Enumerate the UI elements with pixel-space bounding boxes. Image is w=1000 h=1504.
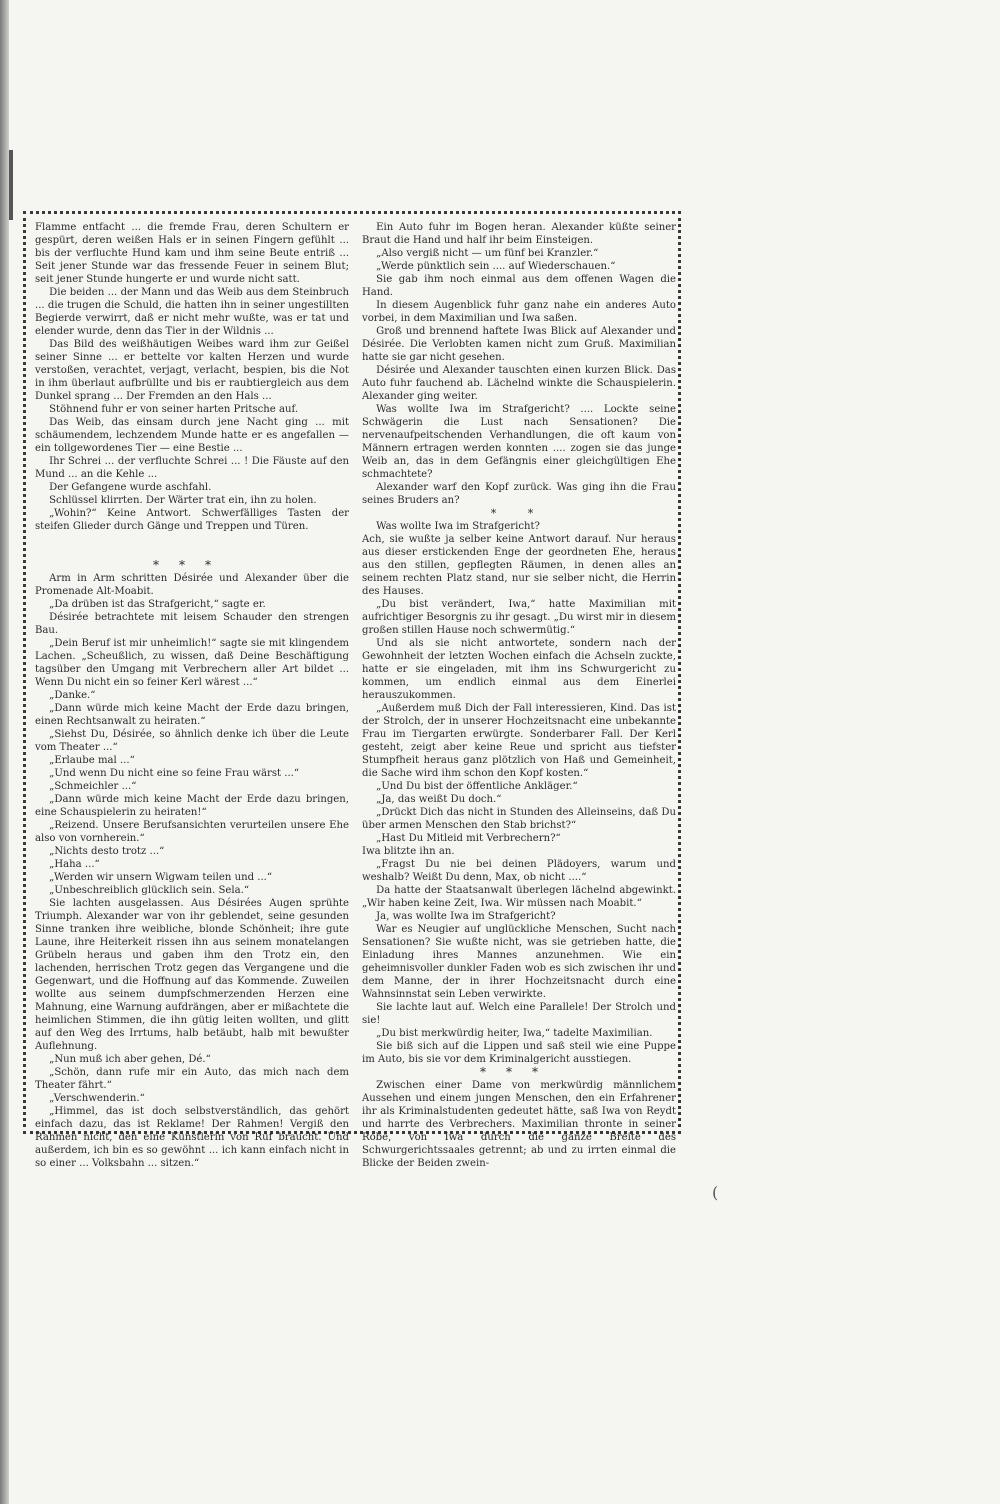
paragraph: „Drückt Dich das nicht in Stunden des Alleinseins, daß Du über armen Menschen den Stab brichst?“ xyxy=(362,807,676,831)
paragraph: „Da drüben ist das Strafgericht,“ sagte er. xyxy=(49,599,266,610)
paragraph: In diesem Augenblick fuhr ganz nahe ein anderes Auto vorbei, in dem Maximilian und Iwa saßen. xyxy=(362,300,676,324)
paragraph: „Nun muß ich aber gehen, Dé.“ xyxy=(49,1054,211,1065)
binding-edge xyxy=(0,0,9,1504)
paragraph: „Du bist merkwürdig heiter, Iwa,“ tadelte Maximilian. xyxy=(376,1028,653,1039)
paragraph: „Verschwenderin.“ xyxy=(49,1093,145,1104)
paragraph: Ihr Schrei ... der verfluchte Schrei ... ! Die Fäuste auf den Mund ... an die Kehle ... xyxy=(35,456,349,480)
paragraph: Das Weib, das einsam durch jene Nacht ging ... mit schäumendem, lechzendem Munde hatte er es angefallen — ein tollgewordenes Tier — eine Bestie ... xyxy=(35,417,349,454)
paragraph: „Unbeschreiblich glücklich sein. Sela.“ xyxy=(49,885,250,896)
paragraph: Flamme entfacht ... die fremde Frau, deren Schultern er gespürt, deren weißen Hals er in seinen Fingern gefühlt ... bis der verfluchte Hund kam und ihm seine Beute entriß ... Seit jener Stunde war das fressende Feuer in seinem Blut; seit jener Stunde hungerte er und wurde nicht satt. xyxy=(35,222,349,285)
paragraph: Sie lachten ausgelassen. Aus Désirées Augen sprühte Triumph. Alexander war von ihr geblendet, seine gesunden Sinne tranken ihre weibliche, blonde Schönheit; ihre gute Laune, ihre Heiterkeit rissen ihn aus seinem monatelangen Grübeln heraus und gaben ihm den Trotz ein, den lachenden, herrischen Trotz gegen das Vergangene und die Gegenwart, und die Hoffnung auf das Kommende. Zuweilen wollte aus seinem dumpfschmerzenden Herzen eine Mahnung, eine Warnung aufdrängen, aber er mißachtete die heimlichen Stimmen, die ihn gütig leiten wollten, und glitt auf den Weg des Irrtums, halb betäubt, halb mit bewußter Auflehnung. xyxy=(35,898,349,1052)
section-separator: * * xyxy=(490,507,548,520)
paragraph: „Dann würde mich keine Macht der Erde dazu bringen, einen Rechtsanwalt zu heiraten.“ xyxy=(35,703,349,727)
paragraph: „Nichts desto trotz ...“ xyxy=(49,846,165,857)
paragraph: War es Neugier auf unglückliche Menschen, Sucht nach Sensationen? Sie wußte nicht, was sie getrieben hatte, die Einladung ihres Mannes anzunehmen. Wie ein geheimnisvoller dunkler Faden wob es sich zwischen ihr und dem Manne, der in ihrer Hochzeitsnacht durch eine Wahnsinnstat sein Leben verwirkte. xyxy=(362,924,676,1000)
paragraph: Zwischen einer Dame von merkwürdig männlichem Aussehen und einem jungen Menschen, den ein Erfahrener ihr als Kriminalstudenten gedeutet hätte, saß Iwa von Reydt und harrte des Verbrechers. Maximilian thronte in seiner Robe, von Iwa durch die ganze Breite des Schwurgerichtssaales getrennt; ab und zu irrten einmal die Blicke der Beiden zwein- xyxy=(362,1080,676,1169)
paragraph: „Danke.“ xyxy=(49,690,96,701)
paragraph: „Außerdem muß Dich der Fall interessieren, Kind. Das ist der Strolch, der in unserer Hochzeitsnacht eine unbekannte Frau im Tiergarten erwürgte. Sonderbarer Fall. Der Kerl gesteht, zeigt aber keine Reue und spricht aus tiefster Stumpfheit heraus ganz plötzlich von Haß und Gemeinheit, die Sache wird ihm schon den Kopf kosten.“ xyxy=(362,703,676,779)
paragraph: Die beiden ... der Mann und das Weib aus dem Steinbruch ... die trugen die Schuld, die hatten ihn in seiner ungestillten Begierde verwirrt, daß er nicht mehr wußte, was er tat und elender wurde, denn das Tier in der Wildnis ... xyxy=(35,287,349,337)
paragraph: Da hatte der Staatsanwalt überlegen lächelnd abgewinkt. „Wir haben keine Zeit, Iwa. Wir müssen nach Moabit.“ xyxy=(362,885,676,909)
right-column xyxy=(362,221,676,1170)
paragraph: „Wohin?“ Keine Antwort. Schwerfälliges Tasten der steifen Glieder durch Gänge und Treppen und Türen. xyxy=(35,508,349,532)
paragraph: „Schön, dann rufe mir ein Auto, das mich nach dem Theater fährt.“ xyxy=(35,1067,349,1091)
paragraph: Ach, sie wußte ja selber keine Antwort darauf. Nur heraus aus dieser erstickenden Enge der geordneten Ehe, heraus aus den stillen, gepflegten Räumen, in denen alles an seinem rechten Platz stand, nur sie selber nicht, die Herrin des Hauses. xyxy=(362,534,676,597)
paragraph: Sie lachte laut auf. Welch eine Parallele! Der Strolch und sie! xyxy=(362,1002,676,1026)
paragraph: „Fragst Du nie bei deinen Plädoyers, warum und weshalb? Weißt Du denn, Max, ob nicht ....“ xyxy=(362,859,676,883)
paragraph: „Und wenn Du nicht eine so feine Frau wärst ...“ xyxy=(49,768,300,779)
paragraph: Und als sie nicht antwortete, sondern nach der Gewohnheit der letzten Wochen einfach die Achseln zuckte, hatte er sie eingeladen, mit ihm ins Schwurgericht zu kommen, um endlich einmal aus dem Einerlei herauszukommen. xyxy=(362,638,676,701)
paragraph: Ja, was wollte Iwa im Strafgericht? xyxy=(376,911,556,922)
paragraph: „Schmeichler ...“ xyxy=(49,781,137,792)
paragraph: Der Gefangene wurde aschfahl. xyxy=(49,482,212,493)
paragraph: Iwa blitzte ihn an. xyxy=(362,846,455,857)
paragraph: „Hast Du Mitleid mit Verbrechern?“ xyxy=(376,833,561,844)
paragraph: „Also vergiß nicht — um fünf bei Kranzler.“ xyxy=(376,248,599,259)
paragraph: Das Bild des weißhäutigen Weibes ward ihm zur Geißel seiner Sinne ... er bettelte vor kalten Herzen und wurde verstoßen, verachtet, verjagt, verlacht, bespien, bis die Not in ihm überlaut aufbrüllte und bis er raubtiergleich aus dem Dunkel sprang ... Der Fremden an den Hals ... xyxy=(35,339,349,402)
paragraph: „Himmel, das ist doch selbstverständlich, das gehört einfach dazu, das ist Reklame! Der Rahmen! Vergiß den Rahmen nicht, den eine Künstlerin von Ruf braucht. Und außerdem, ich bin es so gewöhnt ... ich kann einfach nicht in so einer ... Volksbahn ... sitzen.“ xyxy=(35,1106,349,1169)
paragraph: Stöhnend fuhr er von seiner harten Pritsche auf. xyxy=(49,404,299,415)
paragraph: „Du bist verändert, Iwa,“ hatte Maximilian mit aufrichtiger Besorgnis zu ihr gesagt. „Du wirst mir in diesem großen stillen Hause noch schwermütig.“ xyxy=(362,599,676,636)
paragraph: „Ja, das weißt Du doch.“ xyxy=(376,794,502,805)
paragraph: Was wollte Iwa im Strafgericht? .... Lockte seine Schwägerin die Lust nach Sensationen? Die nervenaufpeitschenden Verhandlungen, die oft kaum von Männern ertragen werden konnten .... zogen sie das junge Weib an, das in dem Gefängnis einer gleichgültigen Ehe schmachtete? xyxy=(362,404,676,480)
paragraph: Alexander warf den Kopf zurück. Was ging ihn die Frau seines Bruders an? xyxy=(362,482,676,506)
paragraph: Arm in Arm schritten Désirée und Alexander über die Promenade Alt-Moabit. xyxy=(35,573,349,597)
paragraph: Ein Auto fuhr im Bogen heran. Alexander küßte seiner Braut die Hand und half ihr beim Einsteigen. xyxy=(362,222,676,246)
paragraph: Was wollte Iwa im Strafgericht? xyxy=(376,521,540,532)
paragraph: „Werden wir unsern Wigwam teilen und ...“ xyxy=(49,872,273,883)
section-separator: *** xyxy=(153,558,231,572)
paragraph: Sie biß sich auf die Lippen und saß steil wie eine Puppe im Auto, bis sie vor dem Kriminalgericht ausstiegen. xyxy=(362,1041,676,1065)
paragraph: „Dein Beruf ist mir unheimlich!“ sagte sie mit klingendem Lachen. „Scheußlich, zu wissen, daß Deine Beschäftigung tagsüber den Umgang mit Verbrechern aller Art bildet ... Wenn Du nicht ein so feiner Kerl wärest ...“ xyxy=(35,638,349,688)
paragraph: Sie gab ihm noch einmal aus dem offenen Wagen die Hand. xyxy=(362,274,676,298)
paragraph: Désirée betrachtete mit leisem Schauder den strengen Bau. xyxy=(35,612,349,636)
section-separator: *** xyxy=(480,1065,558,1079)
paragraph: „Haha ...“ xyxy=(49,859,100,870)
paragraph: „Und Du bist der öffentliche Ankläger.“ xyxy=(376,781,578,792)
paragraph: Désirée und Alexander tauschten einen kurzen Blick. Das Auto fuhr fauchend ab. Lächelnd winkte die Schauspielerin. Alexander ging weiter. xyxy=(362,365,676,402)
paragraph: „Erlaube mal ...“ xyxy=(49,755,135,766)
paragraph: „Werde pünktlich sein .... auf Wiederschauen.“ xyxy=(376,261,616,272)
binding-mark xyxy=(9,150,13,220)
paragraph: Groß und brennend haftete Iwas Blick auf Alexander und Désirée. Die Verlobten kamen nicht zum Gruß. Maximilian hatte sie gar nicht gesehen. xyxy=(362,326,676,363)
paragraph: Schlüssel klirrten. Der Wärter trat ein, ihn zu holen. xyxy=(49,495,317,506)
margin-mark: ( xyxy=(712,1183,719,1202)
paragraph: „Siehst Du, Désirée, so ähnlich denke ich über die Leute vom Theater ...“ xyxy=(35,729,349,753)
paragraph: „Reizend. Unsere Berufsansichten verurteilen unsere Ehe also von vornherein.“ xyxy=(35,820,349,844)
paragraph: „Dann würde mich keine Macht der Erde dazu bringen, eine Schauspielerin zu heiraten!“ xyxy=(35,794,349,818)
left-column xyxy=(35,221,349,1170)
